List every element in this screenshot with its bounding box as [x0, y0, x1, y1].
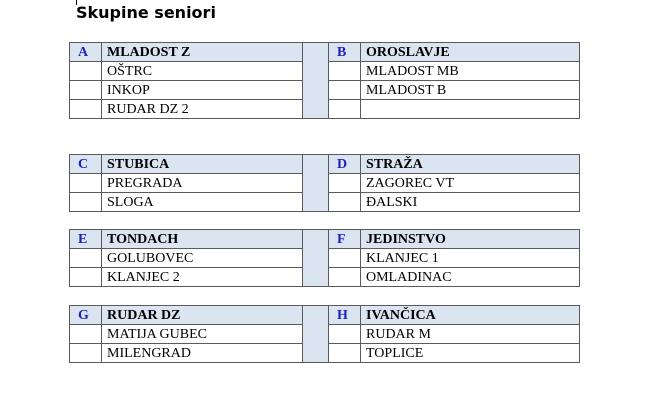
- team-cell: OŠTRC: [102, 62, 303, 81]
- group-letter-a: A: [70, 43, 102, 62]
- team-cell: OMLADINAC: [361, 268, 580, 287]
- group-d-head-team: STRAŽA: [361, 155, 580, 174]
- empty-cell: [70, 193, 102, 212]
- group-letter-h: H: [329, 306, 361, 325]
- group-c-head-team: STUBICA: [102, 155, 303, 174]
- group-separator: [303, 43, 329, 119]
- team-cell: ZAGOREC VT: [361, 174, 580, 193]
- team-cell: GOLUBOVEC: [102, 249, 303, 268]
- empty-cell: [329, 249, 361, 268]
- empty-cell: [329, 268, 361, 287]
- empty-cell: [70, 249, 102, 268]
- team-cell: MLADOST MB: [361, 62, 580, 81]
- group-separator: [303, 230, 329, 287]
- group-e-head-team: TONDACH: [102, 230, 303, 249]
- team-cell: RUDAR M: [361, 325, 580, 344]
- team-cell: ĐALSKI: [361, 193, 580, 212]
- empty-cell: [329, 174, 361, 193]
- group-letter-d: D: [329, 155, 361, 174]
- empty-cell: [329, 100, 361, 119]
- empty-cell: [70, 100, 102, 119]
- table-row: [70, 230, 580, 249]
- team-cell: MLADOST B: [361, 81, 580, 100]
- empty-cell: [329, 193, 361, 212]
- group-g-head-team: RUDAR DZ: [102, 306, 303, 325]
- team-cell: SLOGA: [102, 193, 303, 212]
- group-separator: [303, 306, 329, 363]
- groups-table-c-d: [69, 154, 580, 212]
- group-h-head-team: IVANČICA: [361, 306, 580, 325]
- group-f-head-team: JEDINSTVO: [361, 230, 580, 249]
- table-row: [70, 155, 580, 174]
- empty-cell: [329, 62, 361, 81]
- group-letter-c: C: [70, 155, 102, 174]
- empty-cell: [70, 81, 102, 100]
- empty-cell: [329, 81, 361, 100]
- team-cell: PREGRADA: [102, 174, 303, 193]
- team-cell: [361, 100, 580, 119]
- groups-table-g-h: [69, 305, 580, 363]
- empty-cell: [329, 344, 361, 363]
- group-b-head-team: OROSLAVJE: [361, 43, 580, 62]
- team-cell: KLANJEC 2: [102, 268, 303, 287]
- group-letter-g: G: [70, 306, 102, 325]
- empty-cell: [70, 344, 102, 363]
- table-row: [70, 306, 580, 325]
- empty-cell: [70, 325, 102, 344]
- group-letter-e: E: [70, 230, 102, 249]
- empty-cell: [70, 268, 102, 287]
- empty-cell: [70, 174, 102, 193]
- group-separator: [303, 155, 329, 212]
- group-a-head-team: MLADOST Z: [102, 43, 303, 62]
- team-cell: TOPLICE: [361, 344, 580, 363]
- group-letter-b: B: [329, 43, 361, 62]
- page-title: Skupine seniori: [76, 3, 216, 22]
- team-cell: INKOP: [102, 81, 303, 100]
- empty-cell: [329, 325, 361, 344]
- team-cell: RUDAR DZ 2: [102, 100, 303, 119]
- group-letter-f: F: [329, 230, 361, 249]
- empty-cell: [70, 62, 102, 81]
- team-cell: MATIJA GUBEC: [102, 325, 303, 344]
- table-row: [70, 43, 580, 62]
- team-cell: KLANJEC 1: [361, 249, 580, 268]
- team-cell: MILENGRAD: [102, 344, 303, 363]
- groups-table-e-f: [69, 229, 580, 287]
- groups-table-a-b: [69, 42, 580, 119]
